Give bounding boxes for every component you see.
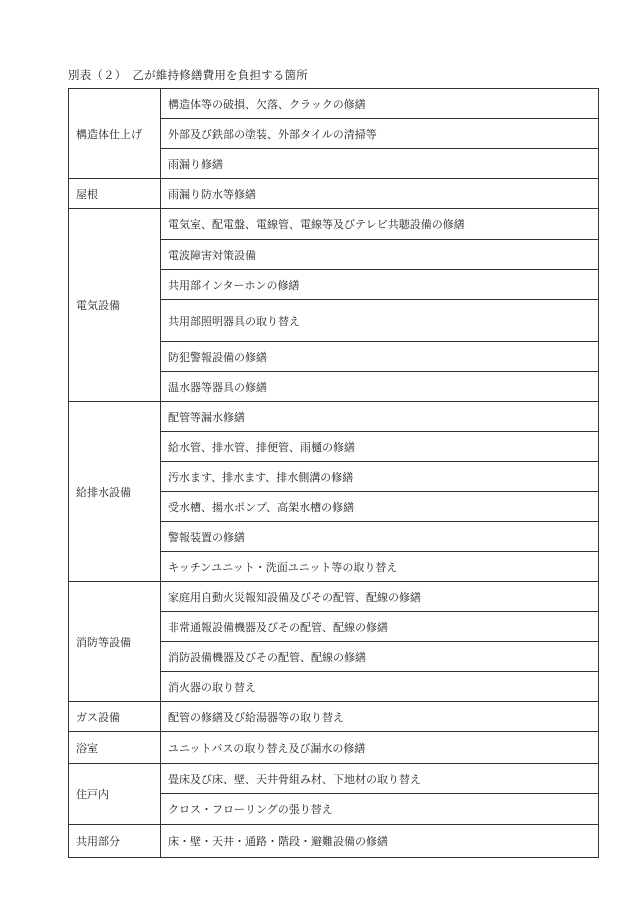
table-row [69, 764, 599, 794]
item-cell: 温水器等器具の修繕 [161, 372, 599, 402]
table-row [69, 582, 599, 612]
table-row [69, 732, 599, 764]
item-cell: 配管の修繕及び給湯器等の取り替え [161, 702, 599, 732]
item-cell: 電波障害対策設備 [161, 240, 599, 270]
category-cell: 給排水設備 [69, 402, 161, 582]
table-row [69, 89, 599, 119]
item-cell: 畳床及び床、壁、天井骨組み材、下地材の取り替え [161, 764, 599, 794]
item-cell: 配管等漏水修繕 [161, 402, 599, 432]
category-cell: 住戸内 [69, 764, 161, 825]
item-cell: 共用部インターホンの修繕 [161, 270, 599, 300]
item-cell: 電気室、配電盤、電線管、電線等及びテレビ共聴設備の修繕 [161, 209, 599, 240]
category-cell: 消防等設備 [69, 582, 161, 702]
category-cell: 浴室 [69, 732, 161, 764]
category-cell: 共用部分 [69, 825, 161, 858]
item-cell: 汚水ます、排水ます、排水側溝の修繕 [161, 462, 599, 492]
item-cell: ユニットバスの取り替え及び漏水の修繕 [161, 732, 599, 764]
item-cell: 防犯警報設備の修繕 [161, 342, 599, 372]
item-cell: 床・壁・天井・通路・階段・避難設備の修繕 [161, 825, 599, 858]
item-cell: 雨漏り修繕 [161, 149, 599, 179]
table-row [69, 402, 599, 432]
item-cell: 給水管、排水管、排便管、雨樋の修繕 [161, 432, 599, 462]
item-cell: 家庭用自動火災報知設備及びその配管、配線の修繕 [161, 582, 599, 612]
category-cell: 電気設備 [69, 209, 161, 402]
item-cell: 消防設備機器及びその配管、配線の修繕 [161, 642, 599, 672]
item-cell: キッチンユニット・洗面ユニット等の取り替え [161, 552, 599, 582]
repair-cost-table [68, 88, 599, 858]
table-row [69, 209, 599, 240]
item-cell: 構造体等の破損、欠落、クラックの修繕 [161, 89, 599, 119]
item-cell: 警報装置の修繕 [161, 522, 599, 552]
category-cell: ガス設備 [69, 702, 161, 732]
table-row [69, 179, 599, 209]
table-row [69, 825, 599, 858]
item-cell: クロス・フローリングの張り替え [161, 794, 599, 825]
item-cell: 非常通報設備機器及びその配管、配線の修繕 [161, 612, 599, 642]
table-caption: 別表（２） 乙が維持修繕費用を負担する箇所 [68, 68, 308, 82]
item-cell: 共用部照明器具の取り替え [161, 300, 599, 342]
item-cell: 外部及び鉄部の塗装、外部タイルの清掃等 [161, 119, 599, 149]
item-cell: 消火器の取り替え [161, 672, 599, 702]
table-row [69, 702, 599, 732]
item-cell: 受水槽、揚水ポンプ、高架水槽の修繕 [161, 492, 599, 522]
item-cell: 雨漏り防水等修繕 [161, 179, 599, 209]
category-cell: 屋根 [69, 179, 161, 209]
category-cell: 構造体仕上げ [69, 89, 161, 179]
